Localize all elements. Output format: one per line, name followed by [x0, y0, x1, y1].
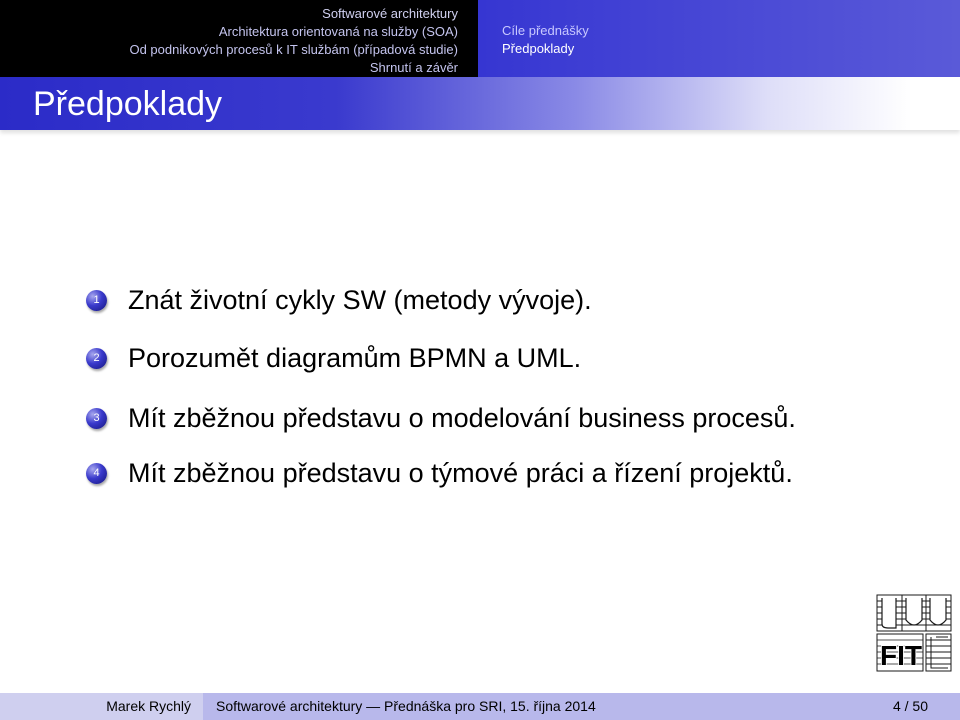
list-item-text: Mít zběžnou představu o týmové práci a řízení projektů. — [128, 457, 793, 488]
list-item — [86, 280, 592, 320]
footer-talk-title: Softwarové architektury — Přednáška pro SRI, 15. října 2014 — [203, 693, 850, 720]
nav-section-softwarove-architektury[interactable]: Softwarové architektury — [322, 6, 458, 21]
list-item — [86, 338, 581, 378]
nav-section-summary[interactable]: Shrnutí a závěr — [369, 60, 458, 75]
nav-section-soa[interactable]: Architektura orientovaná na služby (SOA) — [218, 24, 458, 39]
subsection-navigation — [478, 0, 960, 77]
list-number-badge: 4 — [86, 463, 107, 484]
list-number-badge: 3 — [86, 408, 107, 429]
list-item-text: Mít zběžnou představu o modelování business procesů. — [128, 402, 796, 433]
svg-text:FIT: FIT — [880, 640, 922, 671]
list-item-text: Porozumět diagramům BPMN a UML. — [128, 342, 582, 373]
frame-title-bar — [0, 77, 960, 130]
footer-author: Marek Rychlý — [0, 693, 203, 720]
footer-page-number: 4 / 50 — [850, 693, 960, 720]
top-navigation-bar — [0, 0, 960, 77]
nav-subsection-goals[interactable]: Cíle přednášky — [502, 23, 589, 38]
list-item — [86, 398, 796, 438]
nav-subsection-prerequisites[interactable]: Předpoklady — [502, 41, 575, 56]
list-number-badge: 1 — [86, 290, 107, 311]
nav-section-case-study[interactable]: Od podnikových procesů k IT službám (případová studie) — [129, 42, 458, 57]
slide-footer — [0, 693, 960, 720]
fit-vut-logo-icon — [876, 594, 952, 672]
list-item-text: Znát životní cykly SW (metody vývoje). — [128, 284, 592, 315]
list-item — [86, 453, 793, 493]
list-number-badge: 2 — [86, 348, 107, 369]
page-title: Předpoklady — [33, 85, 223, 123]
section-navigation — [0, 0, 478, 77]
